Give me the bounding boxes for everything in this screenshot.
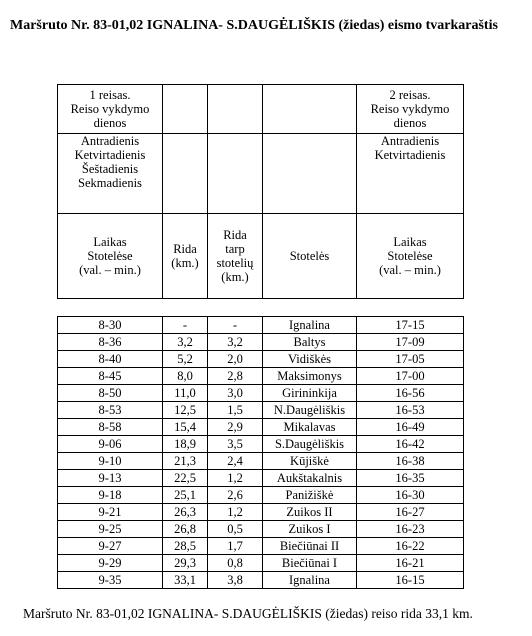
- distance-between-cell: 3,2: [208, 334, 263, 351]
- stop-name-cell: Vidiškės: [263, 351, 357, 368]
- column-header-time-trip2: [357, 214, 464, 299]
- distance-between-cell: 1,2: [208, 470, 263, 487]
- cell-line: Reiso vykdymo: [370, 102, 450, 116]
- distance-cell: 12,5: [163, 402, 208, 419]
- stop-name-cell: Kūjiškė: [263, 453, 357, 470]
- trip2-days: [357, 134, 464, 214]
- distance-cell: -: [163, 317, 208, 334]
- time-trip1-cell: 9-35: [58, 572, 163, 589]
- table-row: [58, 334, 464, 351]
- time-trip1-cell: 9-13: [58, 470, 163, 487]
- distance-between-cell: 2,0: [208, 351, 263, 368]
- distance-cell: 15,4: [163, 419, 208, 436]
- cell-line: Antradienis: [80, 134, 140, 148]
- distance-cell: 25,1: [163, 487, 208, 504]
- table-row: [58, 555, 464, 572]
- time-trip1-cell: 8-53: [58, 402, 163, 419]
- time-trip2-cell: 16-53: [357, 402, 464, 419]
- distance-cell: 5,2: [163, 351, 208, 368]
- distance-between-cell: 2,6: [208, 487, 263, 504]
- distance-cell: 33,1: [163, 572, 208, 589]
- stop-name-cell: N.Daugėliškis: [263, 402, 357, 419]
- time-trip1-cell: 9-29: [58, 555, 163, 572]
- cell-line: Stotelėse: [387, 249, 433, 263]
- stop-name-cell: Aukštakalnis: [263, 470, 357, 487]
- cell-line: Ketvirtadienis: [374, 148, 446, 162]
- time-trip1-cell: 8-45: [58, 368, 163, 385]
- cell-line: Laikas: [93, 235, 127, 249]
- distance-between-cell: -: [208, 317, 263, 334]
- stop-name-cell: Ignalina: [263, 572, 357, 589]
- column-header-time-trip1: [58, 214, 163, 299]
- stop-name-cell: Biečiūnai I: [263, 555, 357, 572]
- trip1-label: [58, 85, 163, 134]
- table-row: [58, 521, 464, 538]
- time-trip2-cell: 17-00: [357, 368, 464, 385]
- column-header-stops: [263, 214, 357, 299]
- blank-cell: [263, 134, 357, 214]
- cell-line: Reiso vykdymo: [70, 102, 150, 116]
- time-trip2-cell: 16-56: [357, 385, 464, 402]
- time-trip2-cell: 16-22: [357, 538, 464, 555]
- time-trip2-cell: 16-49: [357, 419, 464, 436]
- cell-line: tarp: [225, 242, 245, 256]
- time-trip2-cell: 17-15: [357, 317, 464, 334]
- stop-name-cell: Girininkija: [263, 385, 357, 402]
- cell-line: Sekmadienis: [78, 176, 142, 190]
- distance-cell: 3,2: [163, 334, 208, 351]
- table-row: [58, 504, 464, 521]
- table-row: [58, 487, 464, 504]
- column-header-distance-between: [208, 214, 263, 299]
- blank-cell: [208, 85, 263, 134]
- distance-between-cell: 0,5: [208, 521, 263, 538]
- time-trip1-cell: 9-21: [58, 504, 163, 521]
- table-row: [58, 538, 464, 555]
- distance-between-cell: 1,5: [208, 402, 263, 419]
- document-title: Maršruto Nr. 83-01,02 IGNALINA- S.DAUGĖLIŠKIS (žiedas) eismo tvarkaraštis: [10, 18, 498, 33]
- cell-line: Stotelėse: [87, 249, 133, 263]
- time-trip1-cell: 9-25: [58, 521, 163, 538]
- distance-cell: 26,3: [163, 504, 208, 521]
- table-row: [58, 385, 464, 402]
- time-trip1-cell: 8-50: [58, 385, 163, 402]
- schedule-header-table: [57, 84, 464, 299]
- time-trip1-cell: 9-27: [58, 538, 163, 555]
- time-trip2-cell: 16-23: [357, 521, 464, 538]
- stop-name-cell: Biečiūnai II: [263, 538, 357, 555]
- distance-between-cell: 1,2: [208, 504, 263, 521]
- table-row: [58, 419, 464, 436]
- cell-line: (val. – min.): [379, 263, 441, 277]
- cell-line: dienos: [393, 116, 427, 130]
- cell-line: 1 reisas.: [89, 88, 131, 102]
- time-trip1-cell: 8-58: [58, 419, 163, 436]
- table-row: [58, 368, 464, 385]
- distance-between-cell: 3,5: [208, 436, 263, 453]
- time-trip1-cell: 9-18: [58, 487, 163, 504]
- blank-cell: [163, 85, 208, 134]
- cell-line: stotelių: [216, 256, 254, 270]
- table-row: [58, 436, 464, 453]
- distance-between-cell: 3,0: [208, 385, 263, 402]
- distance-between-cell: 2,9: [208, 419, 263, 436]
- stop-name-cell: S.Daugėliškis: [263, 436, 357, 453]
- cell-line: Šeštadienis: [81, 162, 139, 176]
- distance-cell: 26,8: [163, 521, 208, 538]
- column-header-distance: [163, 214, 208, 299]
- cell-line: 2 reisas.: [389, 88, 431, 102]
- table-row: [58, 351, 464, 368]
- time-trip2-cell: 16-35: [357, 470, 464, 487]
- table-row: [58, 470, 464, 487]
- time-trip2-cell: 16-38: [357, 453, 464, 470]
- stop-name-cell: Ignalina: [263, 317, 357, 334]
- time-trip1-cell: 8-36: [58, 334, 163, 351]
- distance-cell: 22,5: [163, 470, 208, 487]
- blank-cell: [163, 134, 208, 214]
- schedule-table: [57, 316, 464, 589]
- cell-line: Ketvirtadienis: [74, 148, 146, 162]
- distance-between-cell: 0,8: [208, 555, 263, 572]
- distance-cell: 8,0: [163, 368, 208, 385]
- trip1-days: [58, 134, 163, 214]
- time-trip1-cell: 9-10: [58, 453, 163, 470]
- time-trip2-cell: 16-42: [357, 436, 464, 453]
- stop-name-cell: Panižiškė: [263, 487, 357, 504]
- stop-name-cell: Mikalavas: [263, 419, 357, 436]
- distance-cell: 29,3: [163, 555, 208, 572]
- time-trip2-cell: 16-15: [357, 572, 464, 589]
- table-row: [58, 402, 464, 419]
- distance-between-cell: 2,8: [208, 368, 263, 385]
- route-distance-note: Maršruto Nr. 83-01,02 IGNALINA- S.DAUGĖLIŠKIS (žiedas) reiso rida 33,1 km.: [23, 606, 473, 621]
- distance-cell: 28,5: [163, 538, 208, 555]
- time-trip1-cell: 8-40: [58, 351, 163, 368]
- table-row: [58, 453, 464, 470]
- table-row: [58, 572, 464, 589]
- blank-cell: [263, 85, 357, 134]
- time-trip2-cell: 16-30: [357, 487, 464, 504]
- time-trip2-cell: 17-09: [357, 334, 464, 351]
- time-trip2-cell: 17-05: [357, 351, 464, 368]
- trip2-label: [357, 85, 464, 134]
- cell-line: Stotelės: [289, 249, 330, 263]
- distance-between-cell: 3,8: [208, 572, 263, 589]
- stop-name-cell: Maksimonys: [263, 368, 357, 385]
- distance-cell: 21,3: [163, 453, 208, 470]
- distance-cell: 18,9: [163, 436, 208, 453]
- cell-line: dienos: [93, 116, 127, 130]
- table-row: [58, 317, 464, 334]
- time-trip1-cell: 9-06: [58, 436, 163, 453]
- cell-line: Antradienis: [380, 134, 440, 148]
- time-trip1-cell: 8-30: [58, 317, 163, 334]
- cell-line: (val. – min.): [79, 263, 141, 277]
- blank-cell: [208, 134, 263, 214]
- distance-cell: 11,0: [163, 385, 208, 402]
- time-trip2-cell: 16-27: [357, 504, 464, 521]
- cell-line: Rida: [173, 242, 197, 256]
- time-trip2-cell: 16-21: [357, 555, 464, 572]
- cell-line: (km.): [221, 270, 249, 284]
- cell-line: (km.): [171, 256, 199, 270]
- distance-between-cell: 1,7: [208, 538, 263, 555]
- distance-between-cell: 2,4: [208, 453, 263, 470]
- cell-line: Rida: [223, 228, 247, 242]
- cell-line: Laikas: [393, 235, 427, 249]
- stop-name-cell: Zuikos I: [263, 521, 357, 538]
- stop-name-cell: Baltys: [263, 334, 357, 351]
- stop-name-cell: Zuikos II: [263, 504, 357, 521]
